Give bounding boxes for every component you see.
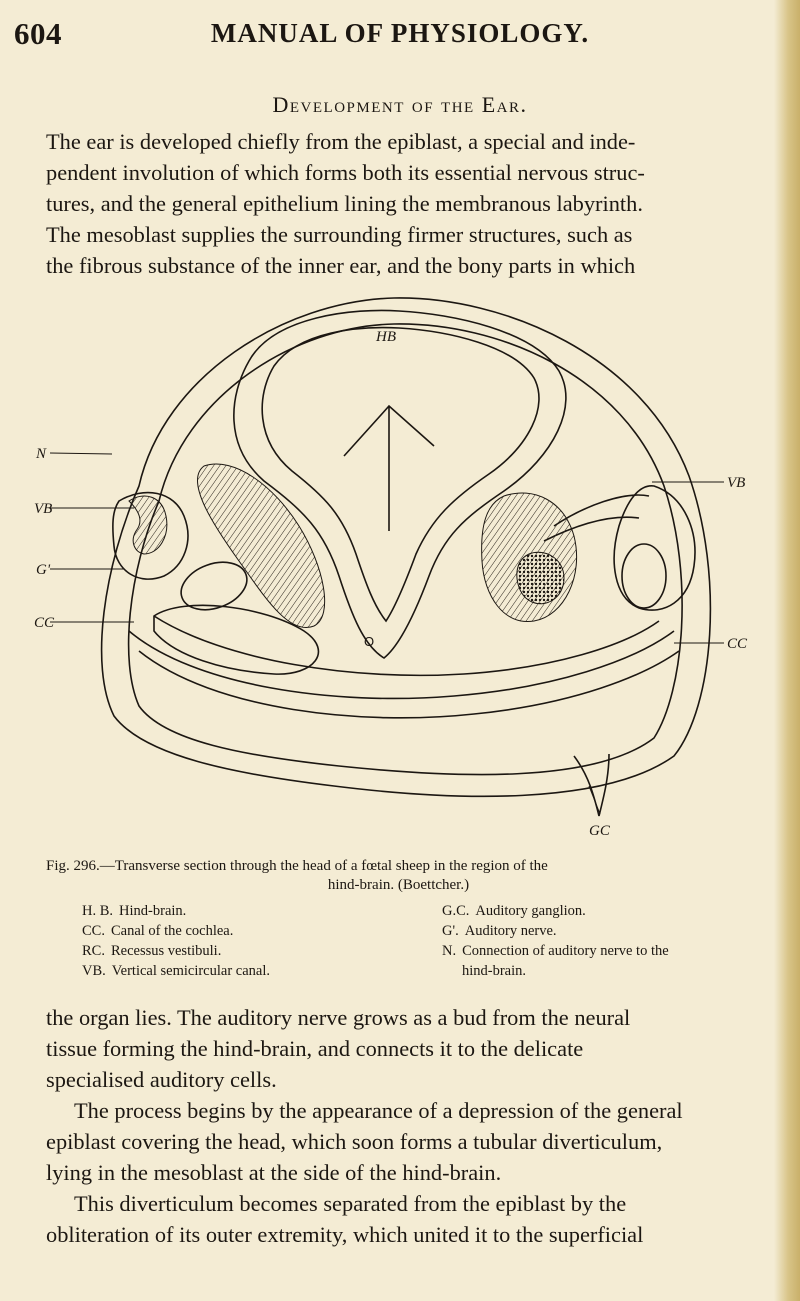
text-line: This diverticulum becomes separated from the epiblast by the <box>74 1191 627 1216</box>
legend-item: H. B. Hind-brain. <box>82 903 187 919</box>
label-vb-left: VB <box>34 501 53 517</box>
leader-n <box>50 453 112 454</box>
label-o: O <box>364 634 375 649</box>
legend-item: CC. Canal of the cochlea. <box>82 923 234 939</box>
text-line: specialised auditory cells. <box>46 1067 277 1092</box>
page-edge-shadow <box>774 0 800 1301</box>
caption-line: Fig. 296.—Transverse section through the head of a fœtal sheep in the region of the <box>46 858 548 874</box>
legend-item: G'. Auditory nerve. <box>442 923 557 939</box>
legend-column-right <box>442 901 762 981</box>
text-line: pendent involution of which forms both its essential nervous struc- <box>46 160 645 185</box>
midline-y <box>344 406 434 531</box>
text-line: the organ lies. The auditory nerve grows as a bud from the neural <box>46 1005 631 1030</box>
page-header <box>0 16 800 56</box>
text-line: epiblast covering the head, which soon forms a tubular diverticulum, <box>46 1129 663 1154</box>
right-ganglion-dense <box>517 552 564 603</box>
section-title: Development of the Ear. <box>272 92 528 117</box>
text-line: The ear is developed chiefly from the epiblast, a special and inde- <box>46 129 636 154</box>
label-vb-right: VB <box>727 475 746 491</box>
legend-item: VB. Vertical semicircular canal. <box>82 963 270 979</box>
label-g-prime: G' <box>36 562 51 578</box>
leader-gc <box>589 786 600 814</box>
text-line: tissue forming the hind-brain, and connects it to the delicate <box>46 1036 584 1061</box>
paragraph-intro <box>46 126 751 281</box>
text-line: the fibrous substance of the inner ear, and the bony parts in which <box>46 253 636 278</box>
label-cc-left: CC <box>34 615 55 631</box>
text-line: lying in the mesoblast at the side of the hind-brain. <box>46 1160 502 1185</box>
legend-item: RC. Recessus vestibuli. <box>82 943 222 959</box>
text-line: The process begins by the appearance of a depression of the general <box>74 1098 683 1123</box>
legend-item: N. Connection of auditory nerve to the <box>442 943 669 959</box>
label-gc: GC <box>589 823 610 839</box>
cochlea-lower-2 <box>139 651 679 718</box>
running-head: MANUAL OF PHYSIOLOGY. <box>210 18 590 48</box>
right-recess <box>622 544 666 608</box>
text-line: The mesoblast supplies the surrounding firmer structures, such as <box>46 222 633 247</box>
label-n: N <box>36 446 47 462</box>
figure-section-illustration <box>34 286 754 841</box>
label-hb: HB <box>376 329 396 345</box>
label-cc-right: CC <box>727 636 748 652</box>
paragraph-continued <box>46 1002 751 1250</box>
text-line: tures, and the general epithelium lining the membranous labyrinth. <box>46 191 643 216</box>
legend-item-continuation: hind-brain. <box>462 963 527 979</box>
text-line: obliteration of its outer extremity, which united it to the superficial <box>46 1222 644 1247</box>
page-number: 604 <box>14 16 62 51</box>
outer-outline <box>102 298 711 796</box>
figure-caption <box>46 857 751 895</box>
inner-outline <box>129 324 683 775</box>
caption-line: hind-brain. (Boettcher.) <box>327 877 470 893</box>
cochlea-lower-3 <box>154 616 659 675</box>
legend-item: G.C. Auditory ganglion. <box>442 903 586 919</box>
left-ganglion <box>197 464 324 627</box>
left-sickle <box>129 496 167 554</box>
legend-column-left <box>82 901 402 981</box>
